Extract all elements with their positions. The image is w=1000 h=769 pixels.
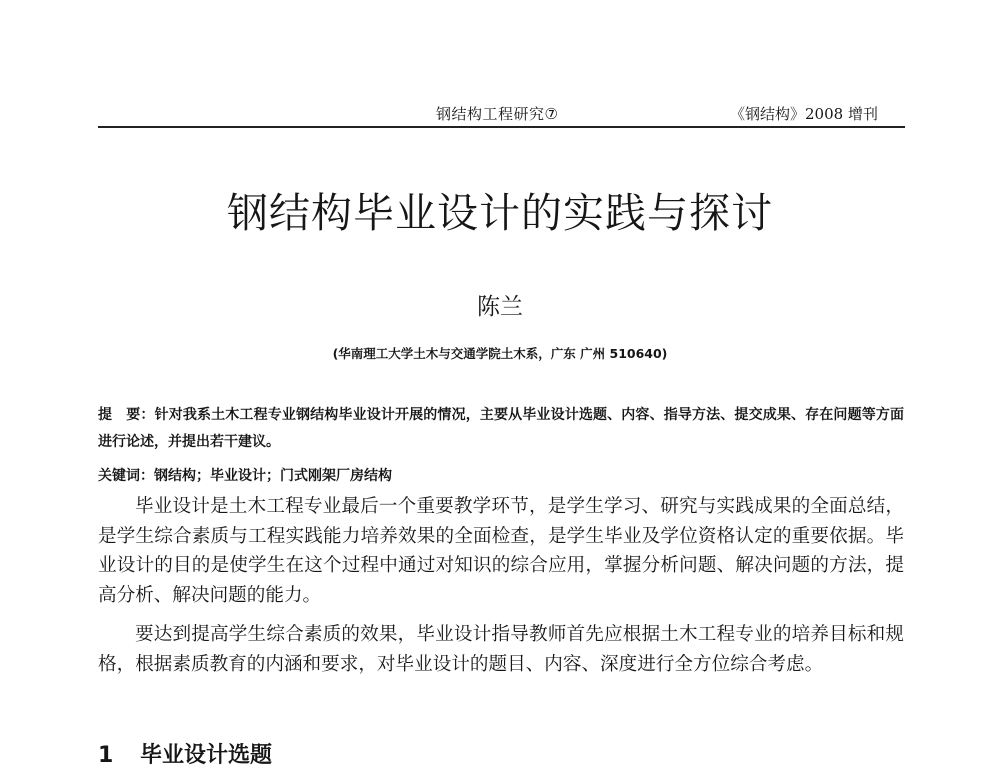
body-paragraph-2: 要达到提高学生综合素质的效果，毕业设计指导教师首先应根据土木工程专业的培养目标和规格，根据素质教育的内涵和要求，对毕业设计的题目、内容、深度进行全方位综合考虑。	[98, 624, 904, 675]
keywords	[98, 464, 904, 488]
abstract-label: 提 要：	[98, 407, 155, 423]
keywords-text: 钢结构；毕业设计；门式刚架厂房结构	[154, 468, 392, 484]
abstract	[98, 402, 904, 456]
keywords-label: 关键词：	[98, 468, 154, 484]
running-header-series: 钢结构工程研究⑦	[436, 105, 559, 123]
abstract-text: 针对我系土木工程专业钢结构毕业设计开展的情况，主要从毕业设计选题、内容、指导方法、提交成果、存在问题等方面进行论述，并提出若干建议。	[98, 407, 905, 450]
article-author: 陈兰	[477, 294, 523, 320]
running-header-journal: 《钢结构》2008 增刊	[730, 105, 878, 123]
section-title: 毕业设计选题	[140, 743, 273, 768]
header-rule	[98, 126, 905, 128]
author-affiliation: (华南理工大学土木与交通学院土木系，广东 广州 510640)	[332, 346, 668, 361]
body-paragraph-1: 毕业设计是土木工程专业最后一个重要教学环节，是学生学习、研究与实践成果的全面总结，是学生综合素质与工程实践能力培养效果的全面检查，是学生毕业及学位资格认定的重要依据。毕业设计的目的是使学生在这个过程中通过对知识的综合应用，掌握分析问题、解决问题的方法，提高分析、解决问题的能力。	[98, 496, 904, 606]
section-number: 1	[98, 743, 114, 768]
article-title: 钢结构毕业设计的实践与探讨	[227, 189, 773, 237]
section-heading	[98, 738, 272, 769]
